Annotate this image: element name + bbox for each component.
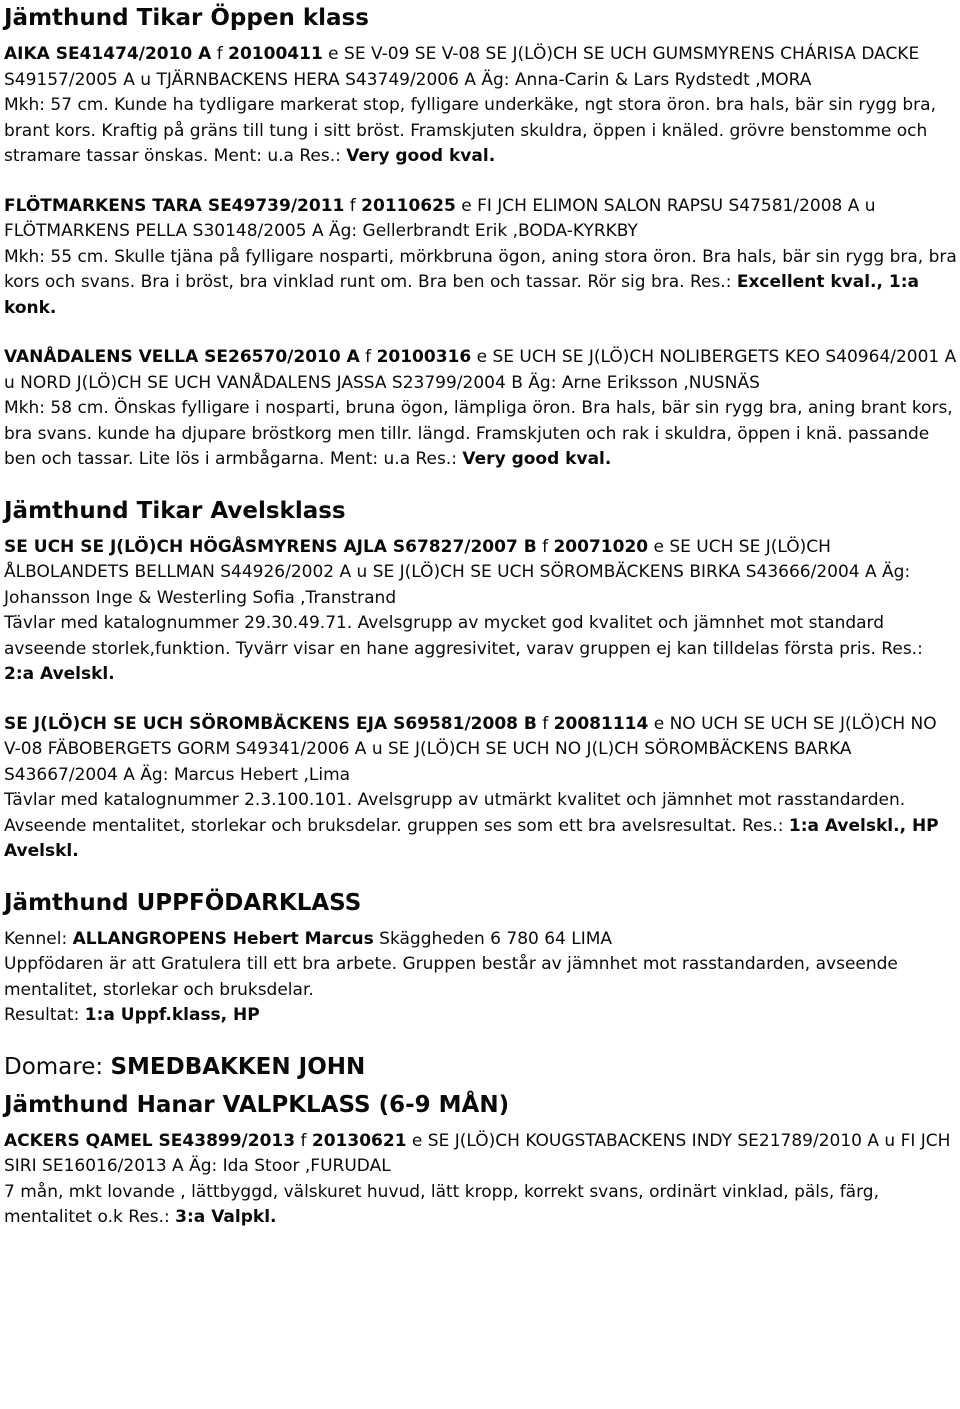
dog-critique: Tävlar med katalognummer 29.30.49.71. Avelsgrupp av mycket god kvalitet och jämnhet mot standard avseende storlek,funktion. Tyvärr visar en hane aggresivitet, varav gruppen ej kan tilldelas första pris. Res.: [4, 613, 923, 659]
dog-name: AIKA SE41474/2010 A [4, 44, 212, 64]
dog-entry [4, 1129, 958, 1231]
dog-sex: f [211, 44, 229, 64]
dog-result: Very good kval. [462, 449, 612, 469]
breeder-critique: Uppfödaren är att Gratulera till ett bra arbete. Gruppen består av jämnhet mot rasstandarden, avseende mentalitet, storlekar och bruksdelar. [4, 954, 898, 1000]
judge-name: SMEDBAKKEN JOHN [110, 1053, 366, 1080]
dog-pedigree: e SE UCH SE J(LÖ)CH ÅLBOLANDETS BELLMAN S44926/2002 A u SE J(LÖ)CH SE UCH SÖROMBÄCKENS BIRKA S43666/2004 A Äg: Johansson Inge & Westerling Sofia ,Transtrand [4, 536, 911, 608]
dog-result: 2:a Avelskl. [4, 664, 115, 684]
judge-line [4, 1053, 958, 1081]
breeder-result: 1:a Uppf.klass, HP [84, 1005, 260, 1025]
dog-entry [4, 535, 958, 688]
dog-result: Very good kval. [346, 146, 496, 166]
dog-sex: f [536, 713, 554, 734]
dog-name: ACKERS QAMEL SE43899/2013 [4, 1130, 296, 1151]
dog-critique: Tävlar med katalognummer 2.3.100.101. Avelsgrupp av utmärkt kvalitet och jämnhet mot rasstandarden. Avseende mentalitet, storlekar och bruksdelar. gruppen ses som ett bra avelsresultat. Res.: [4, 790, 906, 836]
kennel-address: Skäggheden 6 780 64 LIMA [373, 928, 613, 949]
dog-pedigree: e SE J(LÖ)CH KOUGSTABACKENS INDY SE21789/2010 A u FI JCH SIRI SE16016/2013 A Äg: Ida Stoor ,FURUDAL [4, 1130, 951, 1176]
breeder-entry [4, 927, 958, 1029]
dog-result: 3:a Valpkl. [175, 1207, 277, 1227]
dog-birthdate: 20130621 [311, 1130, 407, 1151]
dog-name: FLÖTMARKENS TARA SE49739/2011 [4, 195, 345, 216]
dog-entry [4, 345, 958, 473]
dog-entry [4, 194, 958, 322]
section-heading-breeder-class: Jämthund UPPFÖDARKLASS [4, 889, 362, 916]
dog-critique: Mkh: 57 cm. Kunde ha tydligare markerat stop, fylligare underkäke, ngt stora öron. bra hals, bär sin rygg bra, brant kors. Kraftig på gräns till tung i sitt bröst. Framskjuten skuldra, öppen i knäled. grövre benstomme och stramare tassar önskas. Ment: u.a Res.: [4, 95, 936, 166]
dog-sex: f [295, 1130, 312, 1151]
dog-birthdate: 20100411 [228, 44, 323, 64]
dog-sex: f [536, 536, 554, 557]
dog-result: Excellent kval., 1:a konk. [4, 272, 919, 318]
dog-pedigree: e SE UCH SE J(LÖ)CH NOLIBERGETS KEO S40964/2001 A u NORD J(LÖ)CH SE UCH VANÅDALENS JASSA S23799/2004 B Äg: Arne Eriksson ,NUSNÄS [4, 347, 957, 393]
dog-pedigree: e FI JCH ELIMON SALON RAPSU S47581/2008 A u FLÖTMARKENS PELLA S30148/2005 A Äg: Gellerbrandt Erik ,BODA-KYRKBY [4, 195, 876, 241]
dog-critique: Mkh: 55 cm. Skulle tjäna på fylligare nosparti, mörkbruna ögon, aning stora öron. Bra hals, bär sin rygg bra, bra kors och svans. Bra i bröst, bra vinklad runt om. Bra ben och tassar. Rör sig bra. Res.: [4, 246, 957, 292]
dog-name: SE J(LÖ)CH SE UCH SÖROMBÄCKENS EJA S69581/2008 B [4, 713, 537, 734]
section-heading-open-class: Jämthund Tikar Öppen klass [4, 5, 369, 31]
dog-birthdate: 20110625 [361, 195, 456, 216]
dog-name: VANÅDALENS VELLA SE26570/2010 A [4, 347, 360, 367]
section-heading-avel-class: Jämthund Tikar Avelsklass [4, 497, 346, 524]
dog-entry [4, 42, 958, 170]
kennel-label: Kennel: [4, 928, 73, 949]
dog-critique: Mkh: 58 cm. Önskas fylligare i nosparti, bruna ögon, lämpliga öron. Bra hals, bär sin rygg bra, aning brant kors, bra svans. kunde ha djupare bröstkorg men tillr. längd. Framskjuten och rak i skuldra, öppen i knä. passande ben och tassar. Lite lös i armbågarna. Ment: u.a Res.: [4, 398, 953, 469]
dog-sex: f [359, 347, 377, 367]
dog-pedigree: e SE V-09 SE V-08 SE J(LÖ)CH SE UCH GUMSMYRENS CHÁRISA DACKE S49157/2005 A u TJÄRNBACKENS HERA S43749/2006 A Äg: Anna-Carin & Lars Rydstedt ,MORA [4, 44, 920, 90]
dog-birthdate: 20081114 [553, 713, 649, 734]
breeder-result-label: Resultat: [4, 1005, 85, 1025]
dog-birthdate: 20071020 [553, 536, 649, 557]
dog-sex: f [344, 195, 362, 216]
dog-pedigree: e NO UCH SE UCH SE J(LÖ)CH NO V-08 FÄBOBERGETS GORM S49341/2006 A u SE J(LÖ)CH SE UCH NO J(L)CH SÖROMBÄCKENS BARKA S43667/2004 A Äg: Marcus Hebert ,Lima [4, 713, 937, 785]
section-heading-puppy-class: Jämthund Hanar VALPKLASS (6-9 MÅN) [4, 1091, 510, 1118]
dog-birthdate: 20100316 [376, 347, 472, 367]
judge-label: Domare: [4, 1053, 111, 1080]
dog-result: 1:a Avelskl., HP Avelskl. [4, 815, 939, 861]
dog-critique: 7 mån, mkt lovande , lättbyggd, välskuret huvud, lätt kropp, korrekt svans, ordinärt vinklad, päls, färg, mentalitet o.k Res.: [4, 1181, 879, 1227]
kennel-name: ALLANGROPENS Hebert Marcus [72, 928, 374, 949]
dog-entry [4, 712, 958, 865]
dog-name: SE UCH SE J(LÖ)CH HÖGÅSMYRENS AJLA S67827/2007 B [4, 536, 537, 557]
